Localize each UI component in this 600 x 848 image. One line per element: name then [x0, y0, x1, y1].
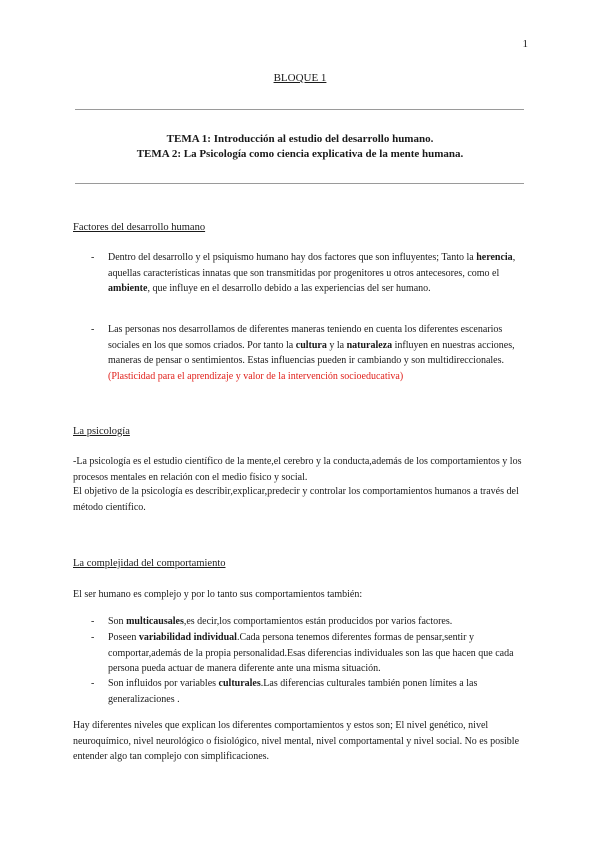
item-text: .Las diferencias culturales también ponen límites a las generalizaciones .	[108, 678, 478, 705]
bullet-marker: -	[91, 678, 95, 689]
highlight-note: (Plasticidad para el aprendizaje y valor de la intervención socioeducativa)	[108, 370, 404, 382]
block-title: BLOQUE 1	[273, 72, 327, 84]
term-cultura: cultura	[295, 339, 327, 351]
complexity-intro: El ser humano es complejo y por lo tanto sus comportamientos también:	[73, 589, 363, 600]
topic-2: TEMA 2: La Psicología como ciencia explicativa de la mente humana.	[136, 148, 464, 160]
section-title-factores: Factores del desarrollo humano	[73, 222, 206, 233]
top-divider	[75, 109, 524, 110]
term-multicausales: multicausales	[126, 616, 184, 627]
item-text: , aquellas características innatas que son transmitidas por progenitores u otros antecesores, como el	[108, 252, 516, 279]
bullet-marker: -	[91, 632, 95, 643]
item-text: influyen en nuestras acciones, maneras de pensar o sentimientos. Estas influencias pueden ir cambiando y son multidireccionales.	[108, 339, 515, 366]
term-ambiente: ambiente	[108, 283, 148, 294]
term-variabilidad: variabilidad individual	[138, 632, 237, 643]
psychology-objective: El objetivo de la psicología es describir,explicar,predecir y controlar los comportamientos humanos a través del método científico.	[73, 486, 519, 513]
item-text: Son influidos por variables	[108, 678, 219, 689]
item-text: Las personas nos desarrollamos de diferentes maneras teniendo en cuenta los diferentes escenarios sociales en los que somos criados. Por tanto la	[108, 324, 503, 351]
item-text: Dentro del desarrollo y el psiquismo humano hay dos factores que son influyentes; Tanto la	[108, 252, 477, 263]
topic-1: TEMA 1: Introducción al estudio del desarrollo humano.	[166, 133, 434, 145]
list-item-cultura-naturaleza	[108, 322, 528, 384]
bullet-marker: -	[91, 324, 95, 335]
bullet-marker: -	[91, 252, 95, 263]
list-item-multicausales	[108, 614, 528, 630]
psychology-definition: -La psicología es el estudio científico de la mente,el cerebro y la conducta,además de los comportamientos y los procesos mentales en relación con el medio físico y social.	[73, 456, 522, 483]
item-text: y la	[326, 339, 347, 351]
term-herencia: herencia	[476, 252, 513, 263]
section-title-psicologia: La psicología	[73, 426, 130, 437]
topic-headings	[0, 132, 600, 162]
item-text: , que influye en el desarrollo debido a las experiencias del ser humano.	[147, 283, 431, 294]
section-title-complejidad: La complejidad del comportamiento	[73, 558, 226, 569]
levels-paragraph: Hay diferentes niveles que explican los diferentes comportamientos y estos son; El nivel genético, nivel neuroquímico, nivel neurológico o fisiológico, nivel mental, nivel comportamental y nivel social. No es posible entender algo tan complejo con simplificaciones.	[73, 720, 520, 762]
item-text: ,es decir,los comportamientos están producidos por varios factores.	[183, 616, 453, 627]
item-text: Son	[108, 616, 127, 627]
page-number: 1	[522, 38, 528, 50]
list-item-variabilidad	[108, 630, 528, 677]
term-naturaleza: naturaleza	[346, 339, 393, 351]
bullet-marker: -	[91, 616, 95, 627]
list-item-herencia-ambiente	[108, 250, 528, 297]
item-text: Poseen	[108, 632, 139, 643]
term-culturales: culturales	[218, 678, 261, 689]
item-text: .Cada persona tenemos diferentes formas de pensar,sentir y comportar,además de la propia personalidad.Esas diferencias individuales son las que hacen que cada persona pueda actuar de manera diferente ante una misma situación.	[108, 632, 514, 674]
bottom-divider	[75, 183, 524, 184]
list-item-culturales	[108, 676, 528, 707]
